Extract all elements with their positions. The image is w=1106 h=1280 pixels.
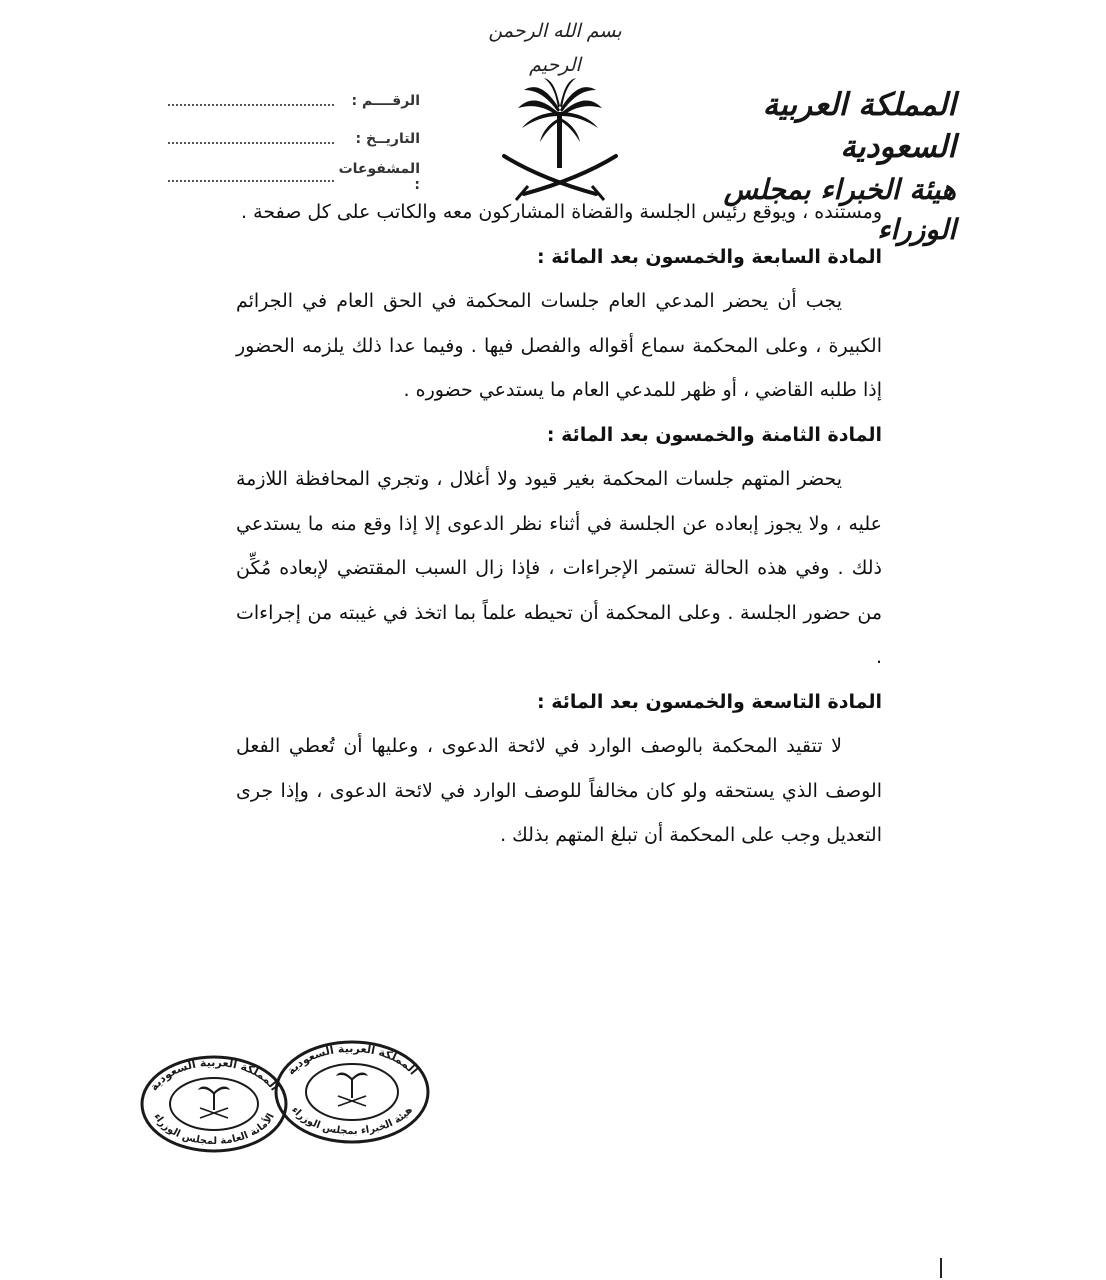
- article-157-heading: المادة السابعة والخمسون بعد المائة :: [536, 245, 882, 268]
- right-stamp-outer-text: المملكة العربية السعودية: [284, 1041, 420, 1078]
- reference-fields: [160, 82, 420, 196]
- article-159-heading: المادة التاسعة والخمسون بعد المائة :: [537, 690, 882, 713]
- number-row: [160, 82, 420, 120]
- article-158-heading: المادة الثامنة والخمسون بعد المائة :: [546, 423, 882, 446]
- saudi-emblem-icon: [500, 76, 620, 204]
- date-row: [160, 120, 420, 158]
- kingdom-name: المملكة العربية السعودية: [762, 87, 956, 165]
- paragraph-continuation: ومستنده ، ويوقع رئيس الجلسة والقضاة المشاركون معه والكاتب على كل صفحة .: [241, 201, 882, 223]
- page-edge-mark: [940, 1258, 942, 1278]
- left-stamp-emblem-icon: [198, 1087, 230, 1119]
- article-159-text: لا تتقيد المحكمة بالوصف الوارد في لائحة الدعوى ، وعليها أن تُعطي الفعل الوصف الذي يستحقه ولو كان مخالفاً للوصف الوارد في لائحة الدعوى ، وإذا جرى التعديل وجب على المحكمة أن تبلغ المتهم بذلك .: [236, 735, 882, 846]
- number-blank: [168, 96, 334, 106]
- date-label: التاريــخ :: [355, 131, 420, 147]
- svg-text:المملكة العربية السعودية: [284, 1042, 420, 1077]
- article-157-text: يجب أن يحضر المدعي العام جلسات المحكمة في الحق العام في الجرائم الكبيرة ، وعلى المحكمة سماع أقواله والفصل فيها . وفيما عدا ذلك يلزمه الحضور إذا طلبه القاضي ، أو ظهر للمدعي العام ما يستدعي حضوره .: [236, 290, 882, 401]
- right-stamp-emblem-icon: [336, 1073, 368, 1107]
- left-stamp-outer-text: المملكة العربية السعودية: [147, 1055, 281, 1094]
- right-stamp-inner-text: هيئة الخبراء بمجلس الوزراء: [289, 1104, 415, 1138]
- document-body: [236, 190, 882, 858]
- left-stamp: [142, 1056, 286, 1151]
- basmala: بسم الله الرحمن الرحيم: [488, 20, 622, 76]
- svg-text:المملكة العربية السعودية: [147, 1056, 281, 1093]
- date-blank: [168, 134, 334, 144]
- attachments-label: المشفوعات :: [338, 161, 420, 193]
- authority-name: هيئة الخبراء بمجلس الوزراء: [723, 173, 956, 246]
- right-stamp: [276, 1042, 428, 1142]
- attachments-blank: [168, 172, 334, 182]
- article-158-text: يحضر المتهم جلسات المحكمة بغير قيود ولا أغلال ، وتجري المحافظة اللازمة عليه ، ولا يجوز إبعاده عن الجلسة في أثناء نظر الدعوى إلا إذا وقع منه ما يستدعي ذلك . وفي هذه الحالة تستمر الإجراءات ، فإذا زال السبب المقتضي لإبعاده مُكِّن من حضور الجلسة . وعلى المحكمة أن تحيطه علماً بما اتخذ في غيبته من إجراءات .: [236, 468, 882, 668]
- number-label: الرقــــم :: [351, 93, 420, 109]
- left-stamp-inner-text: الأمانة العامة لمجلس الوزراء: [151, 1111, 277, 1148]
- official-stamps: [138, 1034, 438, 1154]
